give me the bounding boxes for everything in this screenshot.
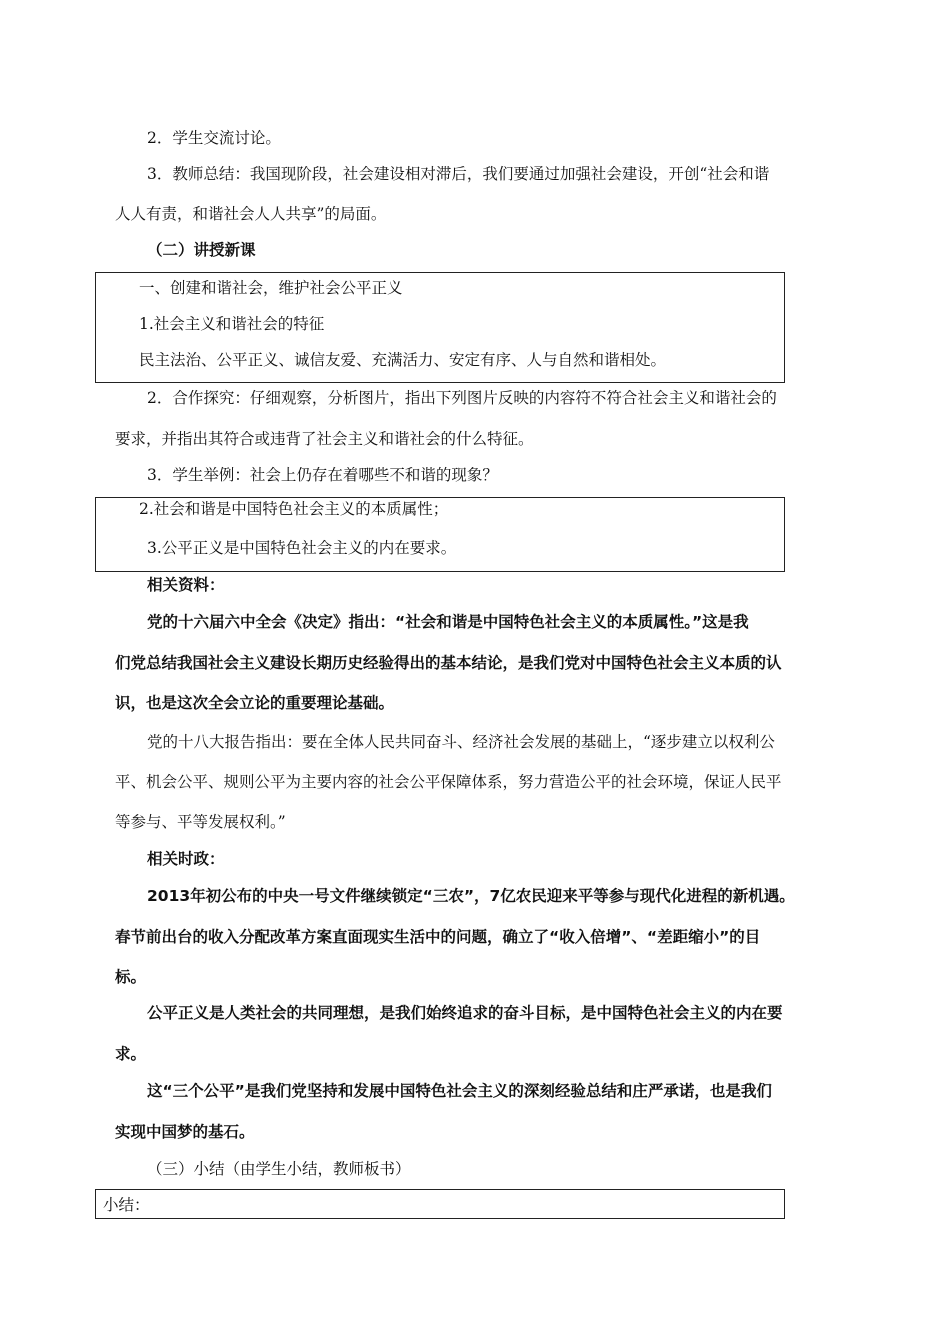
materials-para1-line1: 党的十六届六中全会《决定》指出：“社会和谐是中国特色社会主义的本质属性。”这是我 xyxy=(147,613,749,631)
materials-heading: 相关资料： xyxy=(147,576,225,594)
section2-heading: （二）讲授新课 xyxy=(147,241,256,259)
politics-para1-line3: 标。 xyxy=(115,968,147,986)
coop-line2: 要求，并指出其符合或违背了社会主义和谐社会的什么特征。 xyxy=(115,430,534,448)
summary-box xyxy=(95,1189,785,1219)
features-box-line1: 一、创建和谐社会，维护社会公平正义 xyxy=(139,279,403,297)
politics-para1-line2: 春节前出台的收入分配改革方案直面现实生活中的问题，确立了“收入倍增”、“差距缩小”的目 xyxy=(115,928,761,946)
politics-para3-line1: 这“三个公平”是我们党坚持和发展中国特色社会主义的深刻经验总结和庄严承诺，也是我们 xyxy=(147,1082,772,1100)
intro-step2: 2．学生交流讨论。 xyxy=(147,129,281,147)
intro-step3-line1: 3．教师总结：我国现阶段，社会建设相对滞后，我们要通过加强社会建设，开创“社会和谐 xyxy=(147,165,770,183)
summary-box-label: 小结： xyxy=(103,1196,150,1214)
materials-para1-line2: 们党总结我国社会主义建设长期历史经验得出的基本结论，是我们党对中国特色社会主义本质的认 xyxy=(115,654,782,672)
materials-para1-line3: 识，也是这次全会立论的重要理论基础。 xyxy=(115,694,395,712)
coop-line1: 2．合作探究：仔细观察，分析图片，指出下列图片反映的内容符不符合社会主义和谐社会的 xyxy=(147,389,777,407)
politics-para3-line2: 实现中国梦的基石。 xyxy=(115,1123,255,1141)
examples-line: 3．学生举例：社会上仍存在着哪些不和谐的现象？ xyxy=(147,466,498,484)
politics-para2-line1: 公平正义是人类社会的共同理想，是我们始终追求的奋斗目标，是中国特色社会主义的内在要 xyxy=(147,1004,783,1022)
attributes-box-line2: 3.公平正义是中国特色社会主义的内在要求。 xyxy=(147,539,457,557)
politics-heading: 相关时政： xyxy=(147,850,225,868)
features-box-line3: 民主法治、公平正义、诚信友爱、充满活力、安定有序、人与自然和谐相处。 xyxy=(139,351,667,369)
materials-para2-line2: 平、机会公平、规则公平为主要内容的社会公平保障体系，努力营造公平的社会环境，保证人民平 xyxy=(115,773,782,791)
intro-step3-line2: 人人有责，和谐社会人人共享”的局面。 xyxy=(115,205,387,223)
politics-para1-line1: 2013年初公布的中央一号文件继续锁定“三农”，7亿农民迎来平等参与现代化进程的新机遇。 xyxy=(147,887,795,905)
materials-para2-line3: 等参与、平等发展权利。” xyxy=(115,813,286,831)
attributes-box-line1: 2.社会和谐是中国特色社会主义的本质属性； xyxy=(139,500,449,518)
politics-para2-line2: 求。 xyxy=(115,1045,147,1063)
materials-para2-line1: 党的十八大报告指出：要在全体人民共同奋斗、经济社会发展的基础上，“逐步建立以权利公 xyxy=(147,733,775,751)
summary-heading: （三）小结（由学生小结，教师板书） xyxy=(147,1160,411,1178)
features-box-line2: 1.社会主义和谐社会的特征 xyxy=(139,315,325,333)
